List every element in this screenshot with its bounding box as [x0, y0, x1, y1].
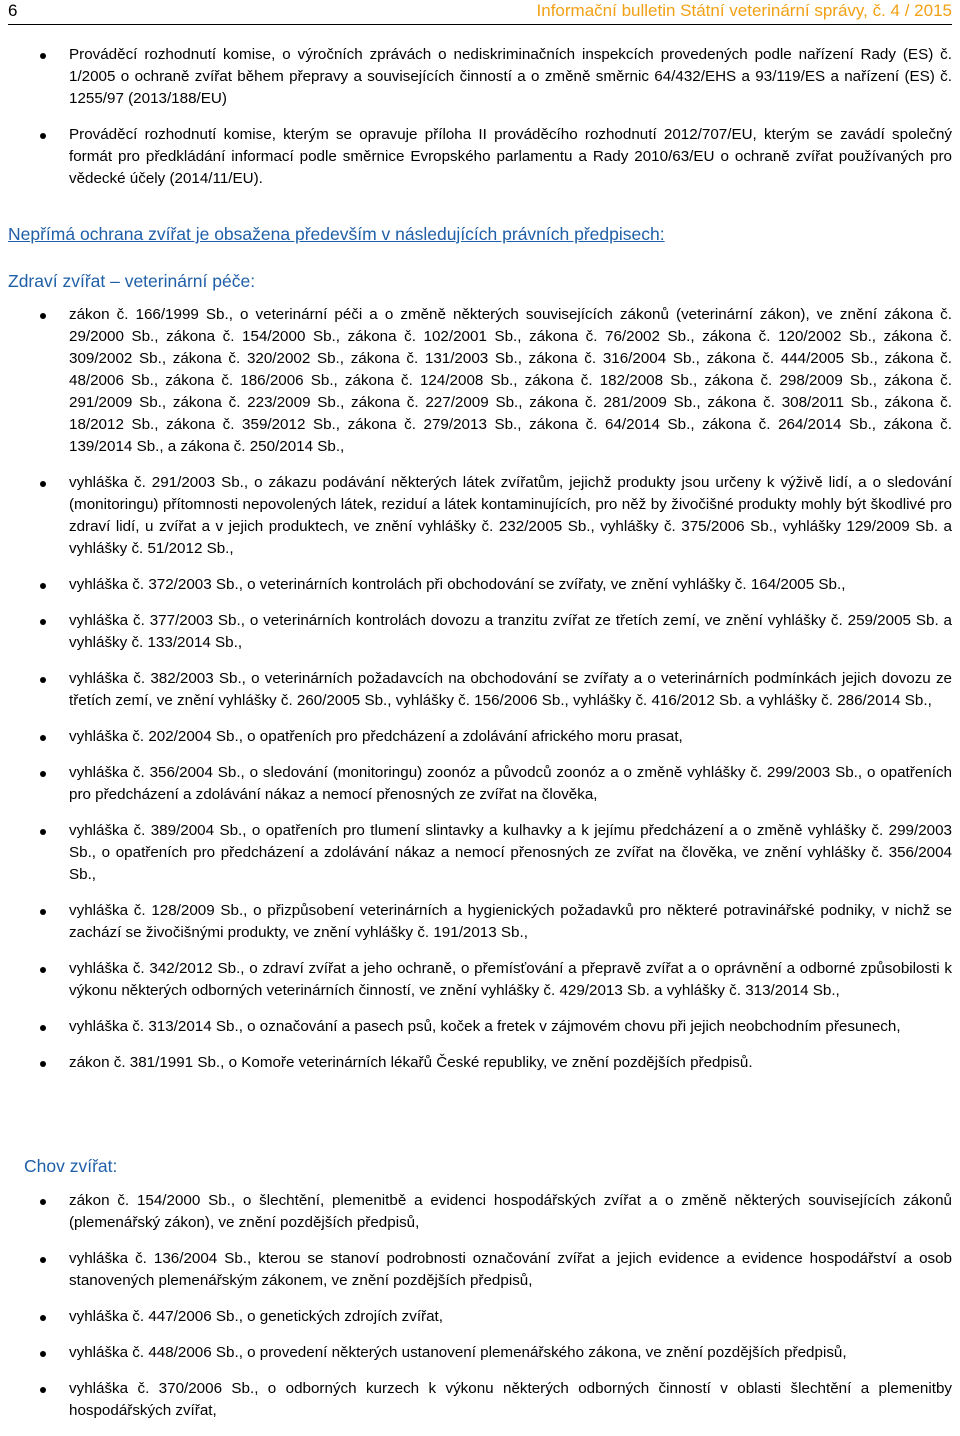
- list-item: vyhláška č. 342/2012 Sb., o zdraví zvířat a jeho ochraně, o přemísťování a přepravě zvířat a o oprávnění a odborné způsobilosti k výkonu některých odborných veterinárních činností, ve znění vyhlášky č. 429/2013 Sb. a vyhlášky č. 313/2014 Sb.,: [0, 958, 960, 1002]
- page-header: [8, 0, 952, 25]
- list-item: vyhláška č. 356/2004 Sb., o sledování (monitoringu) zoonóz a původců zoonóz a o změně vyhlášky č. 299/2003 Sb., o opatřeních pro předcházení a zdolávání nákaz a nemocí přenosných ze zvířat na člověka,: [0, 762, 960, 806]
- list-item: vyhláška č. 202/2004 Sb., o opatřeních pro předcházení a zdolávání afrického moru prasat,: [0, 726, 960, 748]
- top-regulations-list: [0, 44, 960, 190]
- list-item: Prováděcí rozhodnutí komise, kterým se opravuje příloha II prováděcího rozhodnutí 2012/707/EU, kterým se zavádí společný formát pro předkládání informací podle směrnice Evropského parlamentu a Rady 2010/63/EU o ochraně zvířat používaných pro vědecké účely (2014/11/EU).: [0, 124, 960, 190]
- list-item: vyhláška č. 447/2006 Sb., o genetických zdrojích zvířat,: [0, 1306, 960, 1328]
- list-item: vyhláška č. 448/2006 Sb., o provedení některých ustanovení plemenářského zákona, ve znění pozdějších předpisů,: [0, 1342, 960, 1364]
- breeding-section-heading: Chov zvířat:: [24, 1156, 118, 1176]
- list-item: vyhláška č. 382/2003 Sb., o veterinárních požadavcích na obchodování se zvířaty a o veterinárních podmínkách jejich dovozu ze třetích zemí, ve znění vyhlášky č. 260/2005 Sb., vyhlášky č. 156/2006 Sb., vyhlášky č. 416/2012 Sb. a vyhlášky č. 286/2014 Sb.,: [0, 668, 960, 712]
- list-item: vyhláška č. 291/2003 Sb., o zákazu podávání některých látek zvířatům, jejichž produkty jsou určeny k výživě lidí, a o sledování (monitoringu) přítomnosti nepovolených látek, reziduí a látek kontaminujících, pro něž by živočišné produkty mohly být škodlivé pro zdraví lidí, u zvířat a v jejich produktech, ve znění vyhlášky č. 232/2005 Sb., vyhlášky č. 375/2006 Sb., vyhlášky 129/2009 Sb. a vyhlášky č. 51/2012 Sb.,: [0, 472, 960, 560]
- bulletin-title: Informační bulletin Státní veterinární správy, č. 4 / 2015: [536, 1, 952, 20]
- top-regulations-block: [0, 44, 960, 204]
- health-block: [0, 304, 960, 1088]
- list-item: zákon č. 166/1999 Sb., o veterinární péči a o změně některých souvisejících zákonů (veterinární zákon), ve znění zákona č. 29/2000 Sb., zákona č. 154/2000 Sb., zákona č. 102/2001 Sb., zákona č. 76/2002 Sb., zákona č. 120/2002 Sb., zákona č. 309/2002 Sb., zákona č. 320/2002 Sb., zákona č. 131/2003 Sb., zákona č. 316/2004 Sb., zákona č. 444/2005 Sb., zákona č. 48/2006 Sb., zákona č. 186/2006 Sb., zákona č. 124/2008 Sb., zákona č. 182/2008 Sb., zákona č. 298/2009 Sb., zákona č. 291/2009 Sb., zákona č. 223/2009 Sb., zákona č. 227/2009 Sb., zákona č. 281/2009 Sb., zákona č. 308/2011 Sb., zákona č. 18/2012 Sb., zákona č. 359/2012 Sb., zákona č. 279/2013 Sb., zákona č. 64/2014 Sb., zákona č. 264/2014 Sb., zákona č. 139/2014 Sb., a zákona č. 250/2014 Sb.,: [0, 304, 960, 458]
- list-item: zákon č. 154/2000 Sb., o šlechtění, plemenitbě a evidenci hospodářských zvířat a o změně některých souvisejících zákonů (plemenářský zákon), ve znění pozdějších předpisů,: [0, 1190, 960, 1234]
- list-item: vyhláška č. 313/2014 Sb., o označování a pasech psů, koček a fretek v zájmovém chovu při jejich neobchodním přesunech,: [0, 1016, 960, 1038]
- breeding-block: [0, 1190, 960, 1436]
- breeding-list: [0, 1190, 960, 1422]
- list-item: zákon č. 381/1991 Sb., o Komoře veterinárních lékařů České republiky, ve znění pozdějších předpisů.: [0, 1052, 960, 1074]
- health-list: [0, 304, 960, 1074]
- health-section-heading: Zdraví zvířat – veterinární péče:: [8, 271, 256, 291]
- indirect-protection-heading: Nepřímá ochrana zvířat je obsažena především v následujících právních předpisech:: [8, 224, 665, 244]
- list-item: vyhláška č. 389/2004 Sb., o opatřeních pro tlumení slintavky a kulhavky a k jejímu předcházení a o změně vyhlášky č. 299/2003 Sb., o opatřeních pro předcházení a zdolávání nákaz a nemocí přenosných ze zvířat na člověka, ve znění vyhlášky č. 356/2004 Sb.,: [0, 820, 960, 886]
- list-item: vyhláška č. 377/2003 Sb., o veterinárních kontrolách dovozu a tranzitu zvířat ze třetích zemí, ve znění vyhlášky č. 259/2005 Sb. a vyhlášky č. 133/2014 Sb.,: [0, 610, 960, 654]
- page-number: 6: [8, 1, 18, 20]
- list-item: vyhláška č. 128/2009 Sb., o přizpůsobení veterinárních a hygienických požadavků pro některé potravinářské podniky, v nichž se zachází se živočišnými produkty, ve znění vyhlášky č. 191/2013 Sb.,: [0, 900, 960, 944]
- list-item: Prováděcí rozhodnutí komise, o výročních zprávách o nediskriminačních inspekcích provedených podle nařízení Rady (ES) č. 1/2005 o ochraně zvířat během přepravy a souvisejících činností a o změně směrnic 64/432/EHS a 93/119/ES a nařízení (ES) č. 1255/97 (2013/188/EU): [0, 44, 960, 110]
- list-item: vyhláška č. 370/2006 Sb., o odborných kurzech k výkonu některých odborných činností v oblasti šlechtění a plemenitby hospodářských zvířat,: [0, 1378, 960, 1422]
- list-item: vyhláška č. 136/2004 Sb., kterou se stanoví podrobnosti označování zvířat a jejich evidence a evidence hospodářství a osob stanovených plemenářským zákonem, ve znění pozdějších předpisů,: [0, 1248, 960, 1292]
- list-item: vyhláška č. 372/2003 Sb., o veterinárních kontrolách při obchodování se zvířaty, ve znění vyhlášky č. 164/2005 Sb.,: [0, 574, 960, 596]
